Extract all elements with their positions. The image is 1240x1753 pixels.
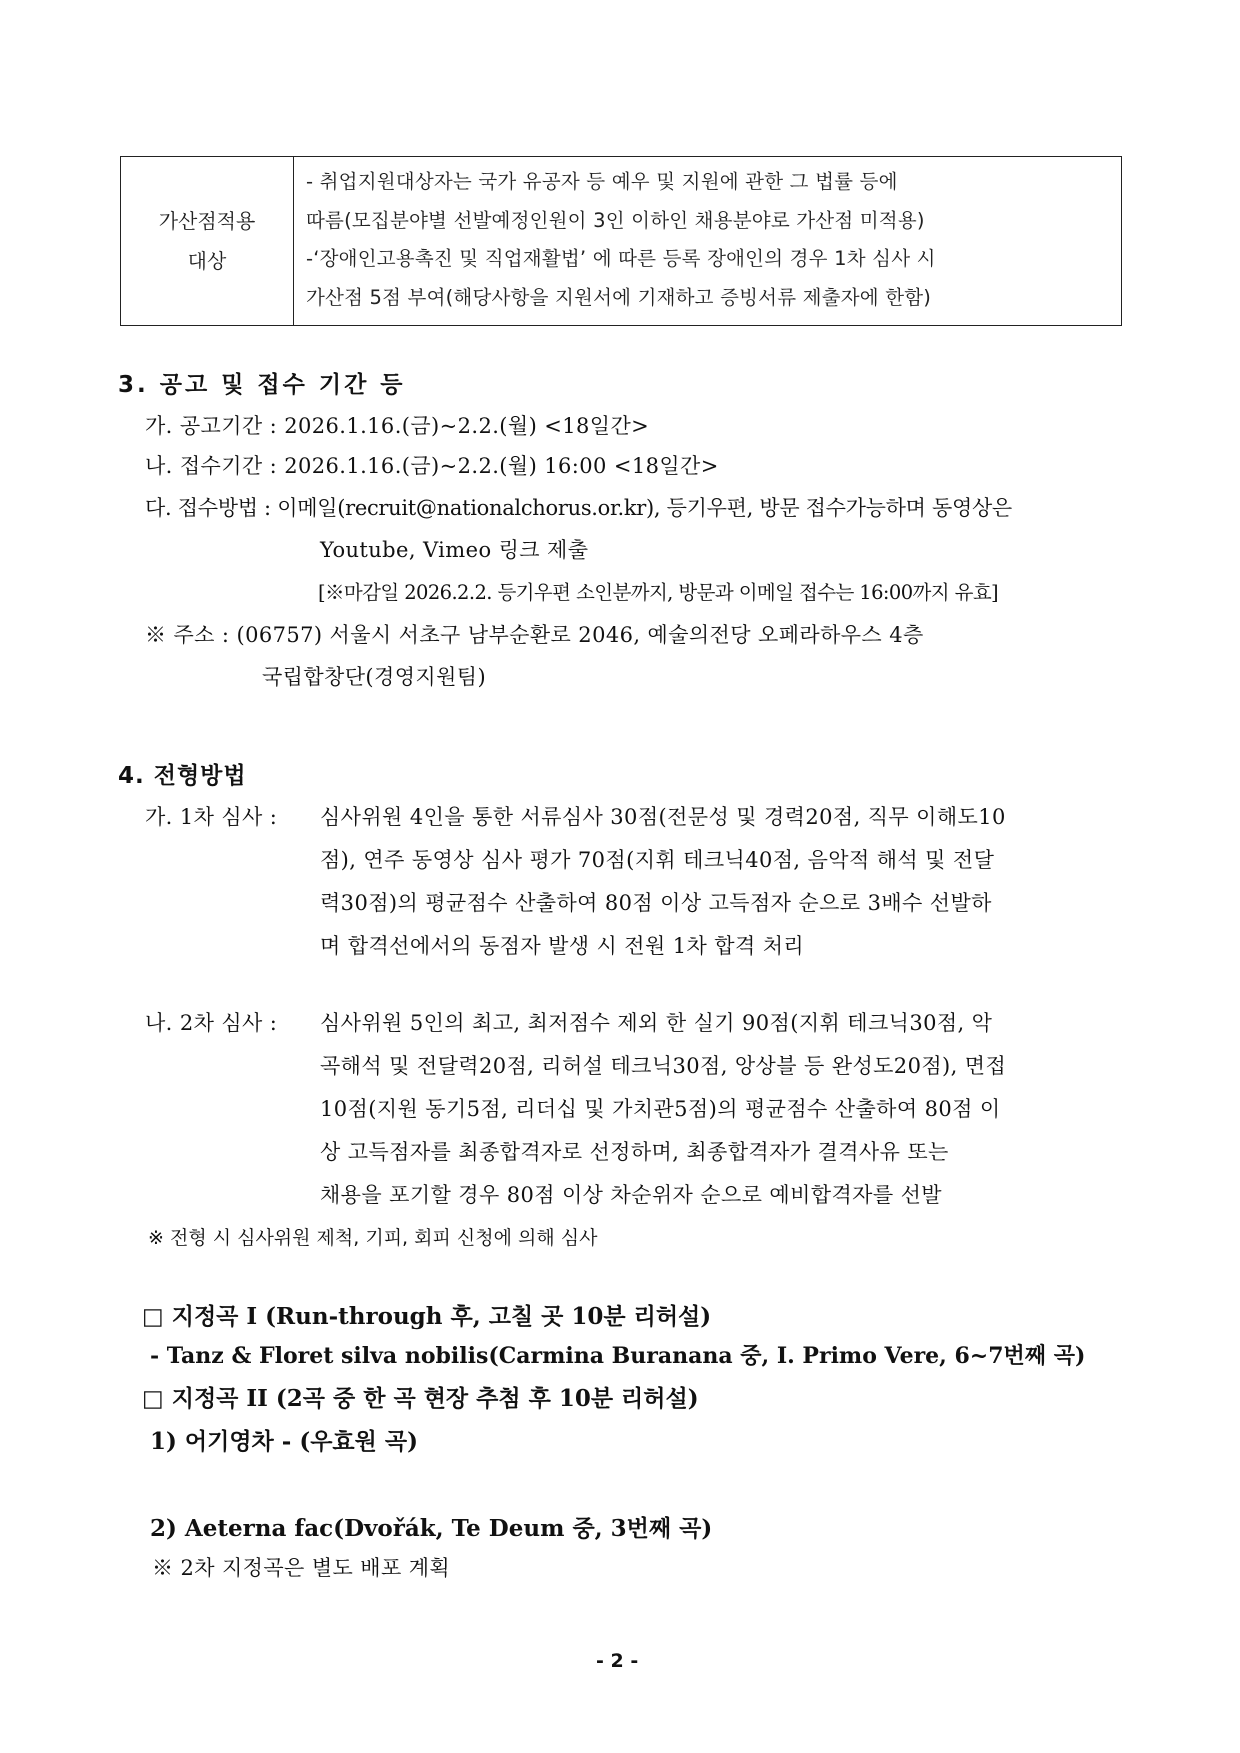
- item-label: 가. 공고기간 :: [145, 414, 278, 438]
- section-4-heading: 4. 전형방법: [118, 763, 247, 789]
- designated-piece-2-option-1: 1) 어기영차 - (우효원 곡): [150, 1428, 418, 1455]
- table-body-line: - 취업지원대상자는 국가 유공자 등 예우 및 지원에 관한 그 법률 등에: [306, 170, 898, 193]
- first-screening-line: 심사위원 4인을 통한 서류심사 30점(전문성 및 경력20점, 직무 이해도10: [320, 805, 1006, 829]
- second-screening-line: 심사위원 5인의 최고, 최저점수 제외 한 실기 90점(지휘 테크닉30점, 악: [320, 1011, 993, 1035]
- application-period: [145, 450, 719, 480]
- second-screening-line: 곡해석 및 전달력20점, 리허설 테크닉30점, 앙상블 등 완성도20점), 면접: [320, 1054, 1007, 1078]
- second-screening-line: 10점(지원 동기5점, 리더십 및 가치관5점)의 평균점수 산출하여 80점 이: [320, 1097, 1001, 1121]
- second-screening-line: 상 고득점자를 최종합격자로 선정하며, 최종합격자가 결격사유 또는: [320, 1140, 949, 1164]
- item-label: 나. 접수기간 :: [145, 454, 278, 478]
- designated-piece-1-detail: - Tanz & Floret silva nobilis(Carmina Buranana 중, I. Primo Vere, 6~7번째 곡): [150, 1343, 1086, 1369]
- item-value: 2026.1.16.(금)~2.2.(월) 16:00 <18일간>: [284, 454, 719, 478]
- deadline-note: [※마감일 2026.2.2. 등기우편 소인분까지, 방문과 이메일 접수는 16:00까지 유효]: [318, 581, 999, 604]
- application-method: [145, 492, 1012, 522]
- first-screening-line: 점), 연주 동영상 심사 평가 70점(지휘 테크닉40점, 음악적 해석 및 전달: [320, 848, 995, 872]
- item-label: 다. 접수방법 :: [145, 496, 271, 520]
- table-label-line: 대상: [187, 249, 227, 273]
- table-body-line: -‘장애인고용촉진 및 직업재활법’ 에 따른 등록 장애인의 경우 1차 심사 시: [306, 247, 936, 270]
- item-value: 2026.1.16.(금)~2.2.(월) <18일간>: [284, 414, 650, 438]
- designated-piece-1-title: □ 지정곡 I (Run-through 후, 고칠 곳 10분 리허설): [142, 1303, 712, 1330]
- table-body-line: 가산점 5점 부여(해당사항을 지원서에 기재하고 증빙서류 제출자에 한함): [306, 285, 932, 309]
- designated-piece-2-title: □ 지정곡 II (2곡 중 한 곡 현장 추첨 후 10분 리허설): [142, 1385, 699, 1412]
- table-label-line: 가산점적용: [158, 209, 256, 233]
- table-body-cell: [294, 157, 1121, 325]
- first-screening-line: 며 합격선에서의 동점자 발생 시 전원 1차 합격 처리: [320, 934, 805, 958]
- table-label-cell: [121, 157, 294, 325]
- second-screening-label: 나. 2차 심사 :: [145, 1011, 278, 1035]
- bonus-points-table: [120, 156, 1122, 326]
- address-line-1: ※ 주소 : (06757) 서울시 서초구 남부순환로 2046, 예술의전당 오페라하우스 4층: [145, 623, 924, 647]
- table-body-line: 따름(모집분야별 선발예정인원이 3인 이하인 채용분야로 가산점 미적용): [306, 208, 925, 232]
- pieces-note: ※ 2차 지정곡은 별도 배포 계획: [152, 1556, 451, 1580]
- section-3-heading: 3. 공고 및 접수 기간 등: [118, 372, 406, 398]
- designated-piece-2-option-2: 2) Aeterna fac(Dvořák, Te Deum 중, 3번째 곡): [150, 1515, 713, 1542]
- first-screening-label: 가. 1차 심사 :: [145, 805, 278, 829]
- second-screening-line: 채용을 포기할 경우 80점 이상 차순위자 순으로 예비합격자를 선발: [320, 1183, 942, 1207]
- announcement-period: [145, 410, 649, 440]
- first-screening-line: 력30점)의 평균점수 산출하여 80점 이상 고득점자 순으로 3배수 선발하: [320, 891, 992, 915]
- screening-note: ※ 전형 시 심사위원 제척, 기피, 회피 신청에 의해 심사: [148, 1227, 598, 1249]
- address-line-2: 국립합창단(경영지원팀): [262, 665, 487, 689]
- item-value: 이메일(recruit@nationalchorus.or.kr), 등기우편, 방문 접수가능하며 동영상은: [277, 496, 1012, 520]
- application-method-continued: Youtube, Vimeo 링크 제출: [320, 538, 589, 562]
- page-number: - 2 -: [596, 1650, 639, 1672]
